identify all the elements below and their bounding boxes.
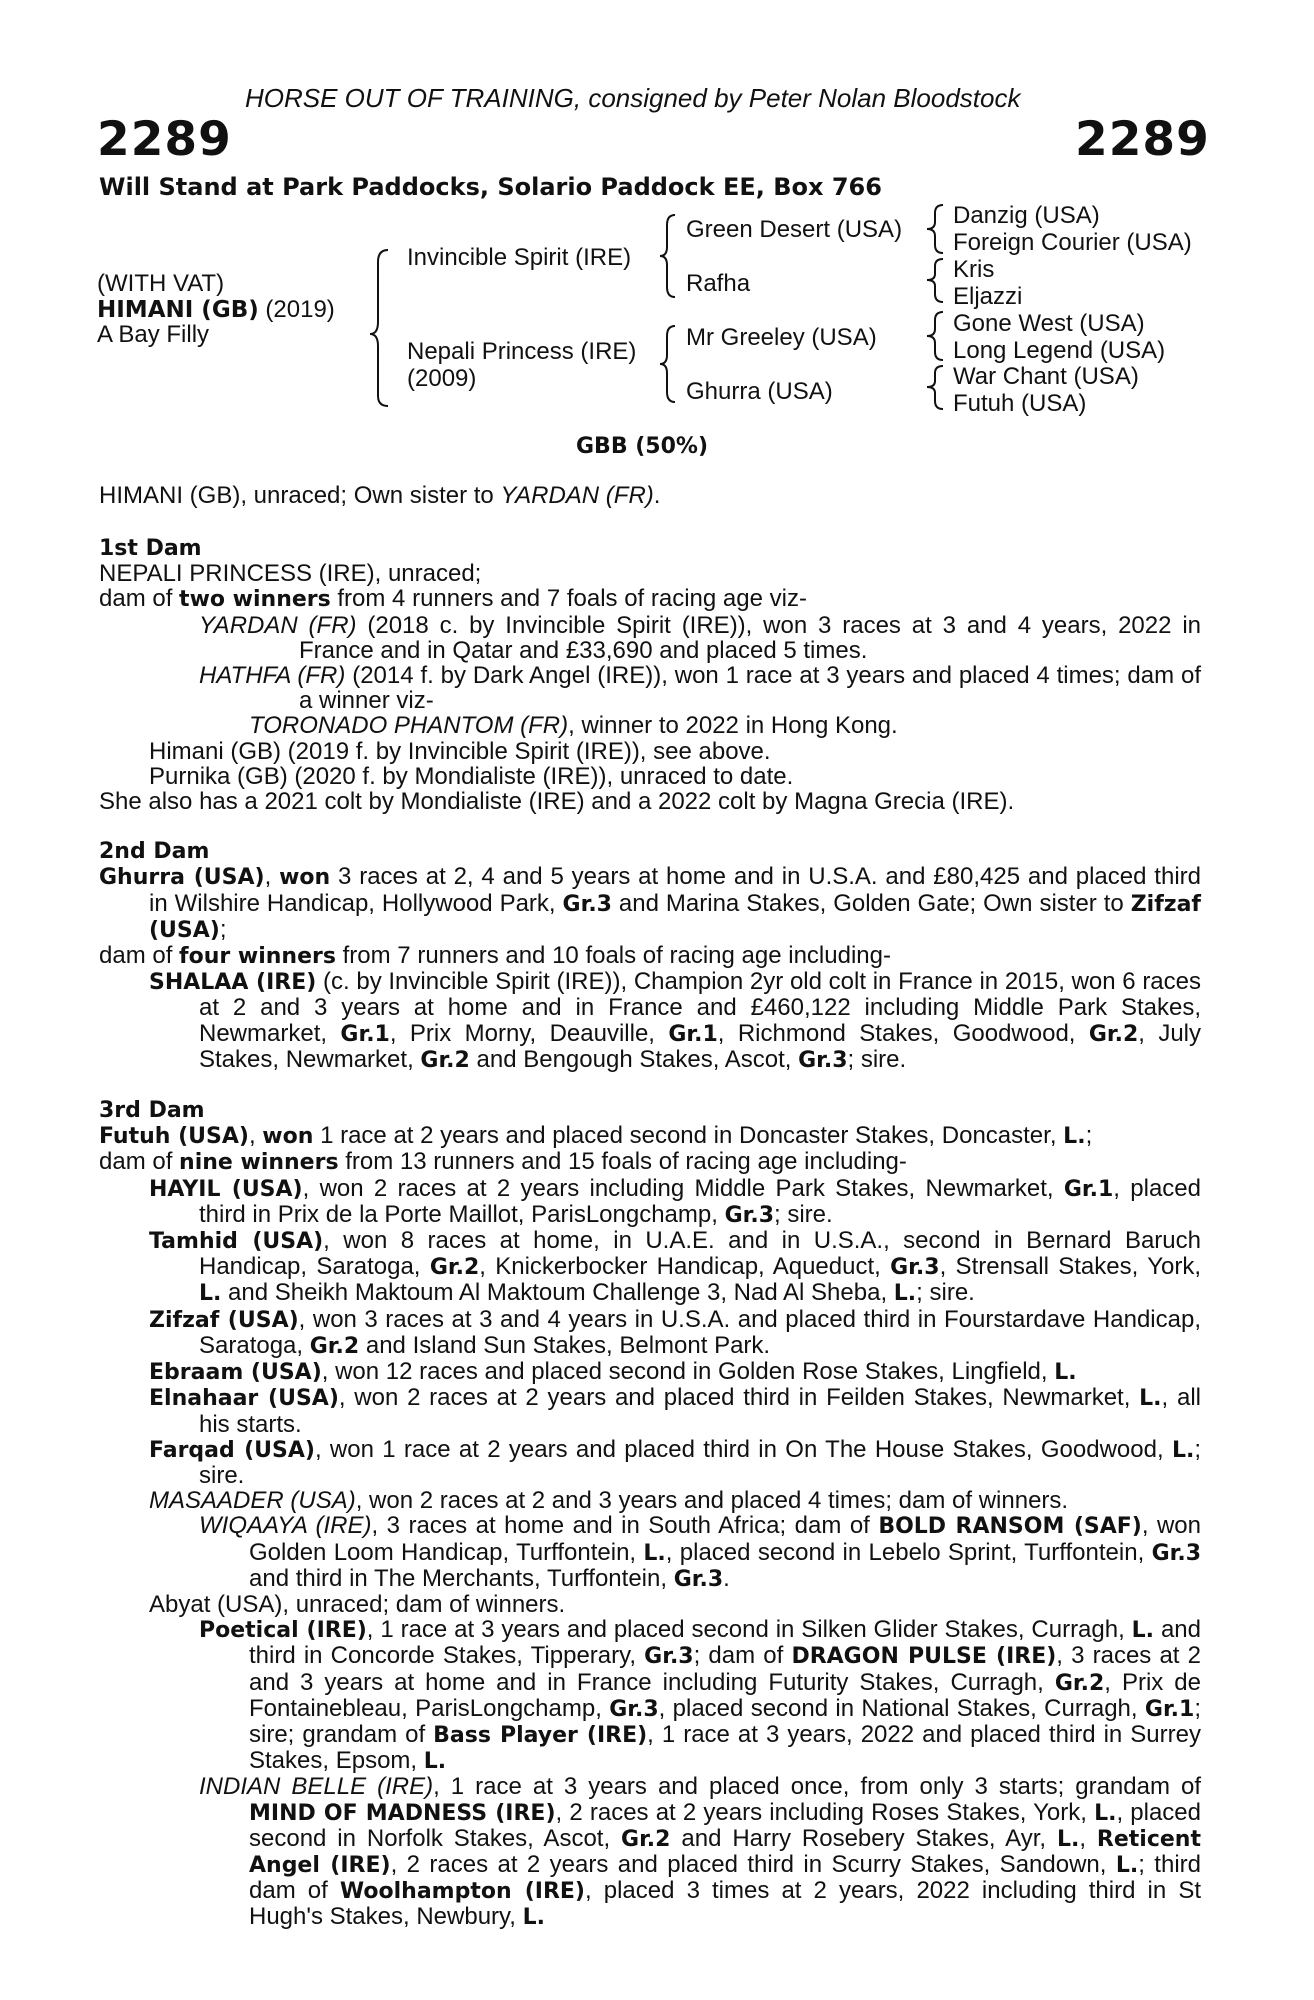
second-dam-heading: 2nd Dam bbox=[99, 839, 210, 865]
produce-foals: She also has a 2021 colt by Mondialiste (IRE) and a 2022 colt by Magna Grecia (IRE). bbox=[99, 788, 1015, 816]
gg-8: Futuh (USA) bbox=[953, 390, 1087, 417]
gg-7: War Chant (USA) bbox=[953, 363, 1139, 390]
gg-2: Foreign Courier (USA) bbox=[953, 229, 1192, 256]
stand-location: Will Stand at Park Paddocks, Solario Paddock EE, Box 766 bbox=[99, 173, 882, 201]
third-dam-heading: 3rd Dam bbox=[99, 1098, 205, 1124]
produce-farqad: Farqad (USA), won 1 race at 2 years and placed third in On The House Stakes, Goodwood, L.; sire. bbox=[149, 1435, 1202, 1489]
sire-dam: Rafha bbox=[686, 270, 751, 297]
dam: Nepali Princess (IRE) bbox=[407, 338, 637, 365]
horse-description: A Bay Filly bbox=[97, 321, 210, 348]
dam-year: (2009) bbox=[407, 365, 477, 392]
produce-hayil: HAYIL (USA), won 2 races at 2 years including Middle Park Stakes, Newmarket, Gr.1, placed third in Prix de la Porte Maillot, ParisLongchamp, Gr.3; sire. bbox=[149, 1174, 1201, 1228]
first-dam-produce: dam of two winners from 4 runners and 7 foals of racing age viz- bbox=[99, 585, 807, 613]
produce-masaader: MASAADER (USA), won 2 races at 2 and 3 years and placed 4 times; dam of winners. bbox=[149, 1487, 1069, 1515]
produce-himani: Himani (GB) (2019 f. by Invincible Spirit (IRE)), see above. bbox=[149, 737, 771, 765]
horse-name: HIMANI (GB) bbox=[97, 297, 259, 323]
produce-hathfa: HATHFA (FR) (2014 f. by Dark Angel (IRE)), won 1 race at 3 years and placed 4 times; dam of a winner viz- bbox=[199, 662, 1201, 715]
gg-1: Danzig (USA) bbox=[953, 202, 1100, 229]
produce-shalaa: SHALAA (IRE) (c. by Invincible Spirit (IRE)), Champion 2yr old colt in France in 2015, won 6 races at 2 and 3 years at home and in France and £460,122 including Middle Park Stakes, Newmarket, Gr.1, Prix Morny, Deauville, Gr.1, Richmond Stakes, Goodwood, Gr.2, July Stakes, Newmarket, Gr.2 and Bengough Stakes, Ascot, Gr.3; sire. bbox=[149, 968, 1202, 1073]
sire-sire: Green Desert (USA) bbox=[686, 216, 903, 243]
third-dam-futuh: Futuh (USA), won 1 race at 2 years and placed second in Doncaster Stakes, Doncaster, L.; bbox=[99, 1122, 1093, 1150]
second-dam-produce: dam of four winners from 7 runners and 10 foals of racing age including- bbox=[99, 942, 891, 970]
gg-3: Kris bbox=[953, 256, 995, 283]
lot-number-right: 2289 bbox=[1075, 112, 1210, 167]
catalogue-body bbox=[99, 536, 1201, 1931]
dam-sire: Mr Greeley (USA) bbox=[686, 324, 877, 351]
gg-5: Gone West (USA) bbox=[953, 310, 1145, 337]
gg-4: Eljazzi bbox=[953, 283, 1023, 310]
gg-6: Long Legend (USA) bbox=[953, 337, 1166, 364]
produce-zifzaf: Zifzaf (USA), won 3 races at 3 and 4 years in U.S.A. and placed third in Fourstardave Handicap, Saratoga, Gr.2 and Island Sun Stakes, Belmont Park. bbox=[149, 1305, 1201, 1359]
produce-indian-belle: INDIAN BELLE (IRE), 1 race at 3 years and placed once, from only 3 starts; grandam of MIND OF MADNESS (IRE), 2 races at 2 years including Roses Stakes, York, L., placed second in Norfolk Stakes, Ascot, Gr.2 and Harry Rosebery Stakes, Ayr, L., Reticent Angel (IRE), 2 races at 2 years and placed third in Scurry Stakes, Sandown, L.; third dam of Woolhampton (IRE), placed 3 times at 2 years, 2022 including third in St Hugh's Stakes, Newbury, L. bbox=[199, 1773, 1202, 1931]
intro-sibling: YARDAN (FR) bbox=[500, 482, 654, 509]
lot-number-left: 2289 bbox=[97, 112, 232, 167]
produce-abyat: Abyat (USA), unraced; dam of winners. bbox=[149, 1590, 566, 1618]
produce-elnahaar: Elnahaar (USA), won 2 races at 2 years and placed third in Feilden Stakes, Newmarket, L., all his starts. bbox=[149, 1384, 1201, 1438]
third-dam-produce: dam of nine winners from 13 runners and 15 foals of racing age including- bbox=[99, 1148, 907, 1176]
produce-poetical: Poetical (IRE), 1 race at 3 years and placed second in Silken Glider Stakes, Curragh, L. and third in Concorde Stakes, Tipperary, Gr.3; dam of DRAGON PULSE (IRE), 3 races at 2 and 3 years at home and in France including Futurity Stakes, Curragh, Gr.2, Prix de Fontainebleau, ParisLongchamp, Gr.3, placed second in National Stakes, Curragh, Gr.1; sire; grandam of Bass Player (IRE), 1 race at 3 years, 2022 and placed third in Surrey Stakes, Epsom, L. bbox=[199, 1616, 1201, 1775]
produce-tamhid: Tamhid (USA), won 8 races at home, in U.A.E. and in U.S.A., second in Bernard Baruch Handicap, Saratoga, Gr.2, Knickerbocker Handicap, Aqueduct, Gr.3, Strensall Stakes, York, L. and Sheikh Maktoum Al Maktoum Challenge 3, Nad Al Sheba, L.; sire. bbox=[149, 1227, 1202, 1307]
produce-toronado: TORONADO PHANTOM (FR), winner to 2022 in Hong Kong. bbox=[249, 712, 898, 740]
vat-label: (WITH VAT) bbox=[97, 270, 225, 297]
intro-line: HIMANI (GB), unraced; Own sister to YARDAN (FR). bbox=[99, 482, 661, 509]
produce-yardan: YARDAN (FR) (2018 c. by Invincible Spirit (IRE)), won 3 races at 3 and 4 years, 2022 in France and in Qatar and £33,690 and placed 5 times. bbox=[199, 611, 1201, 664]
consignment-header: HORSE OUT OF TRAINING, consigned by Peter Nolan Bloodstock bbox=[245, 83, 1021, 113]
second-dam-ghurra: Ghurra (USA), won 3 races at 2, 4 and 5 years at home and in U.S.A. and £80,425 and placed third in Wilshire Handicap, Hollywood Park, Gr.3 and Marina Stakes, Golden Gate; Own sister to Zifzaf (USA); bbox=[99, 863, 1201, 943]
produce-wiqaaya: WIQAAYA (IRE), 3 races at home and in South Africa; dam of BOLD RANSOM (SAF), won Golden Loom Handicap, Turffontein, L., placed second in Lebelo Sprint, Turffontein, Gr.3 and third in The Merchants, Turffontein, Gr.3. bbox=[199, 1512, 1201, 1592]
first-dam-line: NEPALI PRINCESS (IRE), unraced; bbox=[99, 560, 482, 588]
dam-dam: Ghurra (USA) bbox=[686, 378, 833, 405]
sire: Invincible Spirit (IRE) bbox=[407, 244, 632, 271]
produce-purnika: Purnika (GB) (2020 f. by Mondialiste (IRE)), unraced to date. bbox=[149, 762, 794, 790]
produce-ebraam: Ebraam (USA), won 12 races and placed second in Golden Rose Stakes, Lingfield, L. bbox=[149, 1358, 1077, 1386]
gbb-rating: GBB (50%) bbox=[576, 434, 709, 459]
horse-year: (2019) bbox=[265, 296, 335, 323]
first-dam-heading: 1st Dam bbox=[99, 536, 202, 561]
